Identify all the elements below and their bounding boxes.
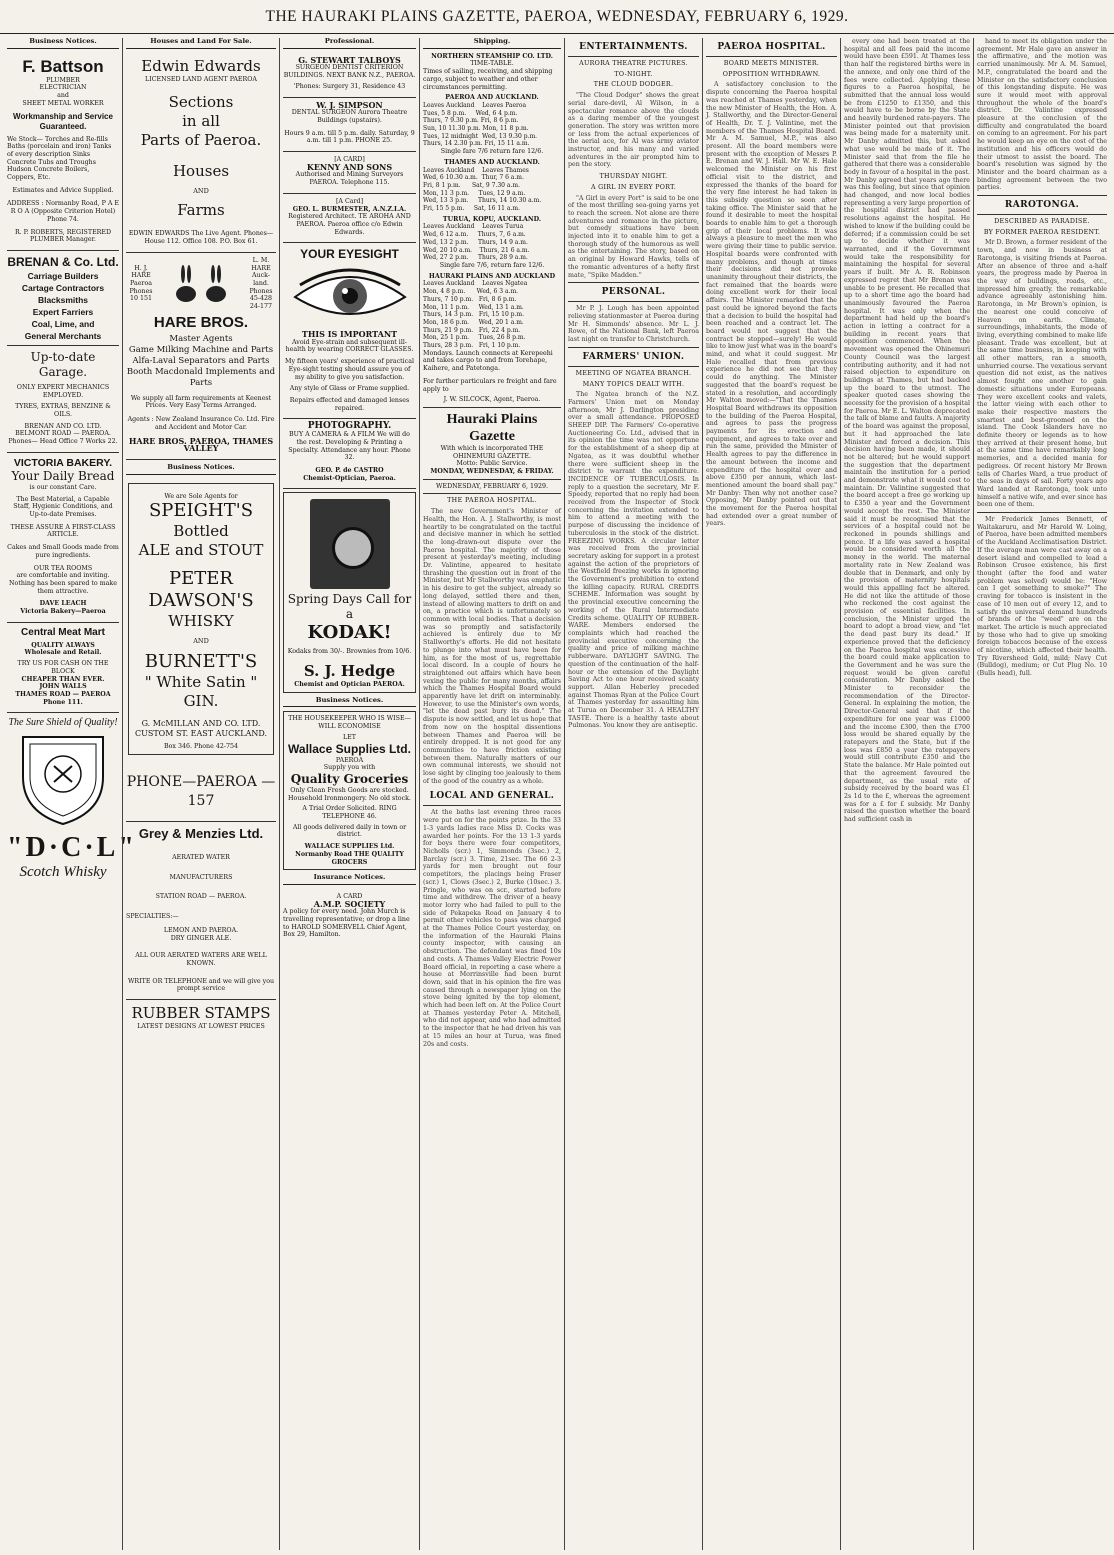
hare-line-3: Alfa-Laval Separators and Parts — [132, 355, 270, 366]
talboys-ad — [283, 53, 416, 98]
section-heading: Business Notices. — [126, 464, 276, 475]
rarotonga-sub: DESCRIBED AS PARADISE. — [994, 218, 1090, 226]
bakery-owner: DAVE LEACH — [39, 600, 87, 608]
kenny-card: [A CARD] — [334, 156, 365, 164]
amp-card: A CARD — [336, 892, 363, 900]
column-hospital-continued — [840, 38, 973, 1550]
battson-address: ADDRESS : Normanby Road, P A E R O A (Opposite Criterion Hotel) Phone 74. — [7, 200, 120, 223]
sections-4: Houses — [172, 162, 230, 181]
bakery-name: VICTORIA BAKERY. — [13, 456, 113, 469]
bakery-tea-rooms-body: are comfortable and inviting. Nothing has been spared to make them attractive. — [9, 572, 117, 595]
paper-days: MONDAY, WEDNESDAY, & FRIDAY. — [430, 468, 554, 476]
section-heading: Houses and Land For Sale. — [126, 38, 276, 49]
pa-row: Tues, 12 midnight Wed, 13 9.30 p.m. — [423, 132, 538, 140]
ha-row: Mon, 4 8 p.m. Wed, 6 3 a.m. — [423, 288, 519, 296]
local-general-heading: LOCAL AND GENERAL. — [429, 791, 555, 802]
bakery-body: The Best Material, a Capable Staff, Hygienic Conditions, and Up-to-date Premises. — [13, 495, 113, 518]
dawson-whisky: WHISKY — [168, 612, 234, 631]
mcmillan-box: Box 346. Phone 42-754 — [163, 743, 239, 751]
kenny-ad — [283, 152, 416, 194]
hare-supply: We supply all farm requirements at Keenest Prices. Very Easy Terms Arranged. — [130, 394, 272, 410]
column-paeroa-hospital — [702, 38, 840, 1550]
hare-rabbits-icon — [166, 264, 236, 304]
eye-icon — [290, 265, 410, 325]
burmester-ad — [283, 194, 416, 244]
gm-spec-2: DRY GINGER ALE. — [170, 934, 232, 942]
hare-line-1: Master Agents — [169, 333, 233, 344]
hare-bros-ad — [126, 253, 276, 460]
aurora-subheading: AURORA THEATRE PICTURES. — [579, 60, 688, 67]
ha-row: Leaves Auckland Leaves Ngatea — [423, 280, 528, 288]
hedge-name: S. J. Hedge — [303, 662, 396, 681]
hare-line-2: Game Milking Machine and Parts — [128, 344, 274, 355]
hare-right: L. M. HARE Auck-land. Phones 45-428 24-177 — [249, 256, 273, 311]
column-rarotonga — [973, 38, 1110, 1550]
sections-3: Parts of Paeroa. — [140, 131, 262, 150]
wallace-footer: WALLACE SUPPLIES Ltd. Normanby Road THE QUALITY GROCERS — [295, 843, 404, 866]
edwards-name: Edwin Edwards — [141, 56, 261, 75]
tk-fare: Single fare 7/6, return fare 12/6. — [439, 261, 545, 269]
eyesight-important: THIS IS IMPORTANT — [301, 329, 398, 340]
cloud-dodger-title: THE CLOUD DODGER. — [593, 81, 674, 89]
brenan-line-6: General Merchants — [24, 330, 102, 341]
gm-spec-1: LEMON AND PAEROA. — [163, 926, 239, 934]
amp-name: A.M.P. SOCIETY — [313, 898, 386, 909]
castro-name: GEO. P. de CASTRO — [315, 466, 384, 474]
battson-stock: We Stock— Torches and Re-fills Baths (porcelain and iron) Tanks of every description Sinks Concrete Tubs and Troughs Hudson Concrete Boilers, Coppers, Etc. — [7, 135, 112, 182]
dcl-shield-icon — [18, 732, 108, 827]
wallace-intro: THE HOUSEKEEPER WHO IS WISE— WILL ECONOMISE — [288, 715, 411, 731]
hare-logo: HARE BROS. — [153, 313, 249, 331]
tk-row: Wed, 20 10 a.m. Thurs, 21 6 a.m. — [423, 246, 530, 254]
battson-trade-2: ELECTRICIAN — [39, 84, 87, 92]
tk-row: Wed, 6 12 a.m. Thurs, 7, 6 a.m. — [423, 231, 526, 239]
eyesight-heading: YOUR EYESIGHT — [300, 247, 399, 262]
tk-row: Wed, 13 2 p.m. Thurs, 14 9 a.m. — [423, 238, 528, 246]
talboys-title: SURGEON DENTIST CRITERION BUILDINGS. NEXT BANK N.Z., PAEROA. — [283, 64, 416, 80]
sections-2: in all — [182, 112, 220, 131]
hare-left: H. J. HARE Paeroa Phones 10 151 — [129, 264, 153, 303]
column-business-notices — [4, 37, 137, 1550]
dcl-tagline: The Sure Shield of Quality! — [8, 717, 118, 729]
paper-subtitle: With which is incorporated THE OHINEMURI GAZETTE. — [440, 444, 544, 460]
amp-body: A policy for every need. John Murch is travelling representative; or drop a line to HAROLD SOMERVELL Chief Agent, Box 29, Hamilton. — [283, 908, 410, 939]
brenan-line-1: Carriage Builders — [27, 270, 99, 281]
eyesight-ad — [283, 243, 416, 419]
column-shipping-editorial — [419, 38, 564, 1550]
hospital-conclusion: hand to meet its obligation under the agreement. Mr Hale gave an answer in the affirmative, and the motion was carried unanimously. Mr A. M. Samuel, M.P., congratulated the board and the Minister on the satisfactory conclusion of this longstanding dispute. He was sure it would meet with approval throughout the whole of the board's district. Dr. Valintine expressed pleasure at the conclusion of the difficulty and congratulated the board on coming to an agreement. For his part he would keep an eye on the cost of the institution and his officers would do their utmost to assist the board. The board's resolution was signed by the Minister and the board chairman as a binding agreement between the two parties. — [977, 38, 1107, 192]
paper-logo: Hauraki Plains Gazette — [446, 411, 538, 444]
wallace-name: Wallace Supplies Ltd. — [288, 741, 411, 756]
gm-write: WRITE OR TELEPHONE and we will give you prompt service — [127, 977, 275, 993]
ta-row: Wed, 13 3 p.m. Thurs, 14 10.30 a.m. — [423, 197, 542, 205]
garage-stock: TYRES, EXTRAS, BENZINE & OILS. — [15, 403, 111, 419]
gm-name: Grey & Menzies Ltd. — [138, 826, 264, 842]
pa-heading: PAEROA AND AUCKLAND. — [445, 94, 539, 102]
edwards-ad — [126, 53, 276, 253]
brenan-footer: BRENAN AND CO. LTD. BELMONT ROAD — PAEROA. Phones— Head Office 7 Works 22. — [8, 422, 118, 446]
ta-row: Fri, 15 5 p.m. Sat, 16 11 a.m. — [423, 205, 520, 213]
gin-text: GIN. — [183, 692, 219, 711]
ha-row: Thurs, 14 3 p.m. Fri, 15 10 p.m. — [423, 311, 525, 319]
pa-fare: Single fare 7/6 return fare 12/6. — [440, 148, 544, 156]
hospital-body: A satisfactory conclusion to the dispute concerning the Paeroa hospital was reached at Thames yesterday, when the new Minister of Health, the Hon. A. J. Stallworthy, and the Director-General of Health, Dr. T. J. Valintine, met the members of the Thames Hospital Board. Mr A. M. Samuel, M.P., was also present. All the board members were present with the exception of Messrs P. E. Brenan and W. J. Hall. Mr W. E. Hale welcomed the Minister on his first official visit to the district, and expressed the thanks of the board for the very fine interest he had taken in this subsidy question so soon after taking office. The Minister said that he found it desirable to meet the hospital boards to enable him to get a thorough grip of their local problems. It was always a pleasure to meet the men who were giving their time to public service. Hospital boards were confronted with many problems, and though at times their decisions did not provoke unanimity throughout their districts, the fact remained that the boards were doing excellent work for their local affairs. The Minister remarked that the past could be ignored beyond the facts that a decision to build the hospital had been reached and a contract let. The board would not suggest that the contract be stopped—surely! He would like to know just what was in the board's mind, and what it could suggest. Mr Hale recalled that from previous experience he did not see that they could do anything. The Minister suggested that the board's request be stated in a resolution, and accordingly Mr Walton moved:—"That the Thames Hospital Board withdraws its opposition to the building of the Paeroa Hospital, and agrees to pass the progress payments for its erection and equipment, and agrees to take over and run the same, provided the Minister of Health agrees to pay the difference in the amount between the income and expenditure of the hospital over and above £350 per annum, which last-mentioned amount the board shall pay." Mr Danby: Then why not another case? Opposing, Mr Danby pointed out that the movement for the Paeroa hospital had extended over a great number of years. — [706, 81, 837, 528]
and-text: AND — [193, 637, 209, 646]
photography-body: BUY A CAMERA & A FILM We will do the rest. Developing & Printing a Specialty. Attendance any hour. Phone 32. — [288, 431, 411, 462]
photography-ad — [283, 419, 416, 489]
wallace-delivery: All goods delivered daily in town or district. — [292, 823, 407, 839]
talboys-phone: 'Phones: Surgery 31, Residence 43 — [293, 82, 406, 90]
meat-address: THAMES ROAD — PAEROA Phone 111. — [15, 690, 111, 706]
hospital-heading: PAEROA HOSPITAL. — [717, 42, 826, 52]
masthead-title: THE HAURAKI PLAINS GAZETTE, PAEROA, WEDNESDAY, FEBRUARY 6, 1929. — [265, 7, 849, 25]
kodak-title: KODAK! — [307, 622, 392, 644]
dcl-logo: "D·C·L" — [7, 832, 137, 864]
ha-note: Mondays. Launch connects at Kerepeehi and takes cargo to and from Torehape, Kaihere, and Patetonga. — [423, 349, 553, 373]
section-heading: Professional. — [283, 38, 416, 49]
farmers-union-heading: FARMERS' UNION. — [582, 351, 685, 362]
wallace-let: LET — [343, 733, 356, 741]
sections-1: Sections — [168, 93, 234, 112]
ha-row: Mon, 18 6 p.m. Wed, 20 1 a.m. — [423, 318, 524, 326]
burnett-white-satin: " White Satin " — [144, 673, 258, 692]
simpson-hours: Hours 9 a.m. till 5 p.m. daily. Saturday, 9 a.m. till 1 p.m. PHONE 25. — [284, 129, 415, 145]
rarotonga-sub-2: BY FORMER PAEROA RESIDENT. — [983, 228, 1101, 236]
amp-ad — [283, 889, 416, 945]
section-heading: Insurance Notices. — [283, 874, 416, 885]
eyesight-experience: My fifteen years' experience of practical Eye-sight testing should assure you of my ability to give you satisfaction. — [285, 358, 414, 381]
thursday-label: THURSDAY NIGHT. — [599, 173, 668, 181]
sections-5: AND — [193, 187, 209, 196]
ha-heading: HAURAKI PLAINS AND AUCKLAND — [428, 272, 556, 280]
meat-name: Central Meat Mart — [21, 626, 105, 638]
section-heading: Business Notices. — [283, 697, 416, 708]
brenan-line-5: Coal, Lime, and — [31, 318, 95, 329]
hare-line-4: Booth Macdonald Implements and Parts — [126, 366, 276, 388]
simpson-name: W. J. SIMPSON — [316, 99, 383, 110]
rarotonga-body: Mr D. Brown, a former resident of the town, and now in business at Rarotonga, is visiting friends at Paeroa. After an absence of three and a-half years, the progress made by Paeroa in the way of buildings, roads, etc., impressed him greatly. the remarkable advance agreeably astonishing him. Rarotonga, in Mr Brown's opinion, is the nearest one could conceive of Heaven on earth. Climate, surroundings, inhabitants, the mode of living, everything combined to make life pleasant. Trade was excellent, but at the same time business, in keeping with all other matters, ran a smooth, unhurried course. The vexatious servant question did not exist, as the natives almost fought one another to gain domestic situations under Europeans. They were excellent cooks and valets, the latter vieing with each other to make their respective masters the smartest and best-groomed on the island. The Cook Islanders have no definite theory or legends as to how they arrived at their present home, but at the same time have remarkably long memories, and a decided mania for pedigrees. Of recent history Mr Brown tells of Charles Ward, a true product of the seas in days of sail. Forty years ago Ward landed at Rarotonga, took unto himself a native wife, and ever since has been one of them. — [977, 239, 1107, 509]
gm-line-3: STATION ROAD — PAEROA. — [155, 893, 247, 901]
garage-staff: ONLY EXPERT MECHANICS EMPLOYED. — [16, 383, 110, 399]
brenan-name: BRENAN & Co. Ltd. — [7, 254, 119, 269]
brenan-line-3: Blacksmiths — [37, 294, 89, 305]
burmester-name: GEO. L. BURMESTER, A.N.Z.I.A. — [292, 205, 407, 213]
pa-row: Tues, 5 8 p.m. Wed, 6 4 p.m. — [423, 109, 518, 117]
meat-try: TRY US FOR CASH ON THE BLOCK — [17, 660, 109, 675]
wallace-trial: A Trial Order Solicited. RING TELEPHONE 46. — [302, 805, 397, 821]
burmester-card: [A Card] — [335, 197, 364, 205]
paper-date: WEDNESDAY, FEBRUARY 6, 1929. — [436, 482, 548, 490]
pa-row: Sun, 10 11.30 p.m. Mon, 11 8 p.m. — [423, 125, 529, 133]
ha-note-2: For further particulars re freight and fare apply to — [423, 377, 557, 393]
farmers-union-sub-2: MANY TOPICS DEALT WITH. — [582, 380, 685, 388]
tk-heading: TURUA, KOPU, AUCKLAND. — [442, 215, 542, 223]
simpson-title: DENTAL SURGEON Aurora Theatre Buildings (upstairs). — [291, 109, 408, 124]
hare-footer: HARE BROS. PAEROA, THAMES VALLEY — [128, 435, 274, 454]
ha-row: Thurs, 21 9 p.m. Fri, 22 4 p.m. — [423, 326, 521, 334]
bakery-cakes: Cakes and Small Goods made from pure ingredients. — [7, 544, 119, 559]
simpson-ad — [283, 98, 416, 153]
pa-row: Thurs, 7 9.30 p.m. Fri, 8 6 p.m. — [423, 117, 519, 125]
photography-heading: PHOTOGRAPHY. — [307, 421, 392, 432]
stamps-title: RUBBER STAMPS — [131, 1004, 271, 1023]
speight-bottled: Bottled — [173, 522, 229, 541]
wallace-fresh: Only Clean Fresh Goods are stocked. Household Ironmongery. No old stock. — [288, 786, 411, 802]
meat-owner: JOHN WALLS — [39, 683, 87, 691]
misc-notices: Mr Frederick James Bennett, of Waitakaruru, and Mr Harold W. Loing, of Paeroa, have been admitted members of the Auckland Acclimatisation District. If the average man were cast away on a desert island and compelled to lead a Robinson Crusoe existence, his first thought (after the food and water problem was solved) would be: "How can I get something to smoke?" The craving for tobacco is insistent in the case of 10 men out of every 12, and to satisfy the universal demand hundreds of brands of the "weed" are on the market. The article is much appreciated by those who had to give up smoking foreign tobaccos because of the excess of nicotine, which affected their health. Try Riversheed Gold, mild; Navy Cut (Bulldog), medium; or Cut Plug No. 10 (Bulls head), full. — [977, 516, 1107, 678]
mcmillan-address: CUSTOM ST. EAST AUCKLAND. — [134, 729, 268, 739]
local-general-body: At the baths last evening three races were put on for the points prize. In the 33 1-3 yards ladies race Miss D. Cocks was awarded her points. For the 13 1-3 yards for boys there were four competitors, Nicholls (scr.) 1, Simmonds (3sec.) 2, Barclay (scr.) 3. Time, 21sec. The 66 2-3 yards for men brought out four competitors, the placings being Fraser (scr.) 1, Clows (3sec.) 2, Burke (10sec.) 3. Pringle, who was on scr., started before time and withdrew. The driver of a heavy motor lorry who had failed to pull to the side of Pekapeka Road on January 4 to permit other vehicles to pass was charged at the Thames Police Court yesterday, on the information of the Hauraki Plains county inspector, with causing an obstruction. The defendant was fined 10s and costs. A Thames Valley Electric Power Board official, in reporting a case where a house at Morrinsville had been burnt down, said that in his opinion the fire was caused through a newspaper lying on the stove being ignited by the top element, which had been left on. At the Police Court at Thames yesterday Peter A. Mitchell, who did not appear, and who had admitted to the inspector that he had driven his van at 15 miles an hour at Turua, was fined 20s and costs. — [423, 809, 561, 1048]
hare-agents: Agents : New Zealand Insurance Co. Ltd. Fire and Accident and Motor Car. — [127, 416, 275, 431]
ha-row: Thurs, 7 10 p.m. Fri, 8 6 p.m. — [423, 295, 517, 303]
brenan-line-4: Expert Farriers — [32, 306, 94, 317]
speight-name: SPEIGHT'S — [148, 500, 254, 522]
battson-estimates: Estimates and Advice Supplied. — [12, 186, 114, 194]
kodak-tagline: Spring Days Call for a — [287, 592, 412, 622]
tonight-label: TO-NIGHT. — [614, 70, 653, 78]
battson-trade-1: PLUMBER — [46, 76, 80, 84]
battson-trade-4: SHEET METAL WORKER — [22, 99, 104, 107]
battson-ad — [7, 53, 119, 251]
burnett-name: BURNETT'S — [144, 651, 258, 673]
castro-title: Chemist-Optician, Paeroa. — [303, 474, 396, 482]
wallace-supply: Supply you with — [323, 764, 376, 772]
gm-specialties: SPECIALTIES:— — [126, 913, 179, 921]
grey-menzies-ad — [126, 822, 276, 1000]
section-heading: Business Notices. — [7, 38, 119, 49]
bakery-tea-rooms: OUR TEA ROOMS — [33, 564, 93, 572]
hedge-title: Chemist and Optician PAEROA. — [294, 681, 405, 689]
speight-intro: We are Sole Agents for — [164, 492, 238, 500]
burmester-title: Registered Architect. TE AROHA AND PAEROA. Paeroa office c/o Edwin Edwards. — [288, 213, 411, 236]
stamps-subtitle: LATEST DESIGNS AT LOWEST PRICES — [137, 1023, 265, 1031]
pa-row: Thurs, 14 2.30 p.m. Fri, 15 11 a.m. — [423, 140, 530, 148]
tk-row: Wed, 27 2 p.m. Thurs, 28 9 a.m. — [423, 254, 528, 262]
farmers-union-sub: MEETING OF NGATEA BRANCH. — [575, 369, 692, 377]
dawson-name: PETER DAWSON'S — [148, 568, 254, 612]
personal-heading: PERSONAL. — [601, 287, 666, 298]
farmers-union-body: The Ngatea branch of the N.Z. Farmers' Union met on Monday afternoon, Mr J. Darlington presiding over a small attendance. PROPOSED SHEEP DIP. The Farmers' Co-operative Auctioneering Co. Ltd., advised that in its opinion the time was not opportune for the establishment of a sheep dip at Ngatea, as it was doubtful whether there were sufficient sheep in the district to warrant the expenditure. INCIDENCE OF TUBERCULOSIS. In reply to a question the secretary, Mr F. Speedy, reported that no reply had been received from the Inspector of Stock concerning the invitation extended to him to attend a meeting with the purpose of discussing the incidence of tuberculosis in the stock of the district. FREEZING WORKS. A circular letter was received from the provincial secretary asking for support in a protest against the action of the proprietors of the Westfield freezing works in ignoring the Government's prohibition to extend the killing capacity. RURAL CREDITS SCHEME. Information was sought by the provincial executive concerning the working of the Rural Intermediate Credits scheme. QUALITY OF RUBBER-WARE. Members endorsed the complaints which had reached the provincial executive concerning the quality and price of milking machine rubberware. DAYLIGHT SAVING. The question of the continuation of the half-hour or the extension of the Daylight Saving Act to one hour received scanty support. Allan Heberley preceded against Thomas Ryan at the Police Court at Thames yesterday for assaulting him at Turua on December 31. A HEALTHY TASTE. There is a healthy taste about Pulmonas. You know they are antiseptic. — [568, 391, 699, 730]
ns-note: Times of sailing, receiving, and shipping cargo, subject to weather and other circumstances permitting. — [423, 68, 553, 91]
phone-text: PHONE—PAEROA — 157 — [126, 774, 276, 810]
column-professional — [279, 38, 419, 1550]
ha-row: Mon, 25 1 p.m. Tues, 26 8 p.m. — [423, 334, 526, 342]
paper-motto: Motto: Public Service. — [456, 460, 528, 468]
silcock-agent: J. W. SILCOCK, Agent, Paeroa. — [443, 396, 541, 404]
bakery-assurance: THESE ASSURE A FIRST-CLASS ARTICLE. — [10, 523, 116, 539]
battson-manager: R. P. ROBERTS, REGISTERED PLUMBER Manager. — [14, 228, 112, 244]
brenan-line-2: Cartage Contractors — [21, 282, 105, 293]
eyesight-repairs: Repairs effected and damaged lenses repaired. — [289, 396, 410, 412]
hospital-sub-2: OPPOSITION WITHDRAWN. — [722, 70, 821, 78]
wallace-ad — [283, 711, 416, 870]
meat-cheaper: CHEAPER THAN EVER. — [21, 675, 105, 683]
column-houses-land — [122, 38, 279, 1550]
entertainments-heading: ENTERTAINMENTS. — [579, 42, 688, 52]
camera-icon — [310, 499, 390, 589]
battson-slogan: Workmanship and Service Guaranteed. — [13, 111, 113, 131]
meat-mart-ad — [7, 623, 119, 714]
gm-known: ALL OUR AERATED WATERS ARE WELL KNOWN. — [135, 952, 267, 967]
tk-row: Leaves Auckland Leaves Turua — [423, 223, 524, 231]
gm-line-2: MANUFACTURERS — [169, 873, 233, 881]
wallace-town: PAEROA — [335, 756, 364, 764]
masthead — [0, 0, 1114, 34]
ta-heading: THAMES AND AUCKLAND. — [444, 158, 540, 166]
edwards-title: LICENSED LAND AGENT PAEROA — [145, 75, 257, 83]
eyesight-body: Avoid Eye-strain and subsequent ill-health by wearing CORRECT GLASSES. — [285, 338, 414, 354]
hospital-body-continued: every one had been treated at the hospital and all fees paid the income would have been £591. At Thames less than half the registered births were in the annexe, and only one third of the fees were collected. Applying these figures to a Paeroa hospital, he submitted that the annual loss would be from £1250 to £1350, and this would have to be borne by the State and heavily burdened rate-payers. The Minister pointed out that provision was being made for a maternity unit. Mr Danby admitted this, but asked what use would be made of it. The Minister said that from the file he gathered that there was a considerable body in favour of a hospital in the past. Mr Danby agreed that years ago there was this feeling, but since that opinion had changed, and now local bodies representing a very large proportion of the hospital district had passed resolutions against the hospital. He wished to know if the building could be deferred; if a commission could be set up to decide whether it was warranted, and if the Government would take the responsibility for maintaining the hospital for several years if built. Mr A. R. Robinson expressed regret that Mr Brenan was unable to be present. He recalled that up to a short time ago the board had unanimously favoured the Paeroa hospital. It was only when the department had held up the board's action in letting a contract for a building in recent years that opposition commenced. When the movement was opened the Ohinemuri County Council was the largest contributing authority, and it had not raised objection to expenditure on buildings at Thames, but had backed up the board to the utmost. The speaker quoted cases showing the necessity for the provision of a hospital for Paeroa. Mr E. L. Walton deprecated the talk of blame and faults. A majority of the board was against the proposal, but it had approached the late Minister and forced a decision. This decision having been made, it should not be altered; but he would support the suggestion that the department maintain the institution for a period and demonstrate what it would cost to maintain. Dr. Valintine suggested that the board accept a free go working up to £350 a year and the Government would accept the rest. The Minister said it must be recognised that the services of a hospital could not be reckoned in pounds shillings and pence. If a life was saved a hospital would be considered worth all the money in the world. The maternal mortality rate in New Zealand was double that in Denmark, and only by the provision of maternity hospitals would this appalling fact be altered. He did not like the attitude of those who reckoned the cost against the provision of essential facilities. In conclusion, the Minister urged the board to adopt a broad view, and "let the dead past bury its dead." If experience proved that the deficiency on the Paeroa hospital was excessive the board could make application to the Government and he was sure the request would be given careful consideration. Mr Danby asked the Minister to reconsider the recommendation of the Director-General. In explaining the motion, the Director-General said that if the expenditure for one year was £1000 and the income £300, then the £700 loss would be shared equally by the ratepayers and the State, but if the loss was £850 a year the ratepayers would still contribute £350 and the State the balance. Mr Hale pointed out that the agreement favoured the department, as the usual rate of subsidy received by the board was £1 2s 1d to the £, whereas the agreement was for a £ for £ subsidy. Mr Danby raised the question whether the board had sufficient cash in — [844, 38, 970, 824]
victoria-bakery-ad — [7, 453, 119, 623]
cloud-dodger-body: "The Cloud Dodger" shows the great serial dare-devil, Al Wilson, in a spectacular romance above the clouds as a daring member of the youngest generation. The story was written more or less from the actual experiences of the aerial ace, for Al was army aviator instructor, and his many and varied adventures in the air prompted him to pen the story. — [568, 92, 699, 169]
kodak-ad — [283, 492, 416, 692]
gm-line-1: AERATED WATER — [172, 854, 230, 862]
eyesight-style: Any style of Glass or Frame supplied. — [289, 385, 410, 393]
ha-row: Thurs, 28 3 p.m. Fri, 1 10 p.m. — [423, 342, 521, 350]
ta-row: Leaves Auckland Leaves Thames — [423, 166, 529, 174]
personal-body: Mr P. J. Lough has been appointed relieving stationmaster at Paeroa during Mr H. Simmonds' absence. Mr L. J. Rowe, of the National Bank, left Paeroa last night on transfer to Christchurch. — [568, 305, 699, 344]
dcl-whisky-ad — [7, 713, 137, 887]
battson-name: F. Battson — [22, 56, 104, 76]
meat-quality: QUALITY ALWAYS — [31, 641, 95, 649]
newspaper-page — [4, 38, 1110, 1550]
girl-port-title: A GIRL IN EVERY PORT. — [590, 183, 677, 191]
kenny-name: KENNY AND SONS — [306, 161, 393, 172]
mcmillan-name: G. McMILLAN AND CO. LTD. — [141, 719, 261, 729]
ns-company: NORTHERN STEAMSHIP CO. LTD. — [431, 52, 553, 60]
garage-heading: Up-to-date Garage. — [30, 349, 96, 379]
ta-row: Fri, 8 1 p.m. Sat, 9 7.30 a.m. — [423, 181, 520, 189]
talboys-name: G. STEWART TALBOYS — [298, 54, 401, 65]
ha-row: Mon, 11 1 p.m. Wed, 13 1 a.m. — [423, 303, 524, 311]
rarotonga-heading: RAROTONGA. — [1004, 200, 1080, 211]
edwards-footer: EDWIN EDWARDS The Live Agent. Phones—House 112. Office 108. P.O. Box 61. — [128, 230, 274, 246]
mcmillan-ad — [128, 483, 274, 755]
dcl-scotch-whisky: Scotch Whisky — [19, 864, 107, 881]
battson-trade-3: and — [57, 92, 69, 100]
kodak-prices: Kodaks from 30/-. Brownies from 10/6. — [287, 648, 412, 656]
sections-6: Farms — [177, 201, 225, 220]
kenny-title: Authorised and Mining Surveyors PAEROA. Telephone 115. — [295, 171, 404, 187]
rubber-stamps-ad — [126, 1000, 276, 1037]
section-heading: Shipping. — [423, 38, 561, 49]
phone-ad — [126, 763, 276, 822]
pa-row: Leaves Auckland Leaves Paeroa — [423, 101, 527, 109]
ta-row: Mon, 11 3 p.m. Tues, 12 9 a.m. — [423, 189, 526, 197]
girl-port-body: "A Girl in every Port" is said to be one of the most thrilling sea-going yarns yet to reach the screen. Not alone are there adventures and romance in the picture, but comedy situations have been injected into it to enable him to get a thorough study of the humorous as well as the entertaining. The story, based on an original by Howard Hawks, tells of the romantic adventures of a hefty first mate, "Spike Madden." — [568, 194, 699, 279]
ns-timetable: TIME-TABLE. — [470, 60, 514, 68]
editorial-heading: THE PAEROA HOSPITAL. — [447, 497, 537, 505]
bakery-tagline: Your Daily Bread — [11, 468, 115, 483]
hospital-sub: BOARD MEETS MINISTER. — [723, 60, 820, 67]
bakery-tagline-2: is our constant Care. — [29, 483, 97, 491]
editorial-body: The new Government's Minister of Health, the Hon. A. J. Stallworthy, is most heartily to be congratulated on the tactful and decisive manner in which he settled the long-drawn-out dispute over the Paeroa hospital. The majority of those present at yesterday's meeting, including Dr. Valintine, appeared to hesitate thrashing the question out in front of the Minister, but Mr Stallworthy was emphatic in his desire to get the subject, already so long delayed, settled there and then, instead of allowing matters to drift on and on, a practice which is unfortunately so common with local bodies. That a decision was so promptly and satisfactorily achieved is entirely due to Mr Stallworthy's efforts. He did not hesitate to plunge into what must have been for him, as for the most of us, regrettable local discord. In a couple of hours he straightened out affairs which have been vexing the public for many months, affairs which the Thames Hospital Board would apparently have let drift on interminably. However, to use the Minister's own words, "let the dead past bury its dead." The dispute is now settled, and let us hope that from now on the hospital dissentions between Thames and Paeroa will be entirely dropped. It is not good for any communities to have friction existing between them. Naturally matters of our own communal interests, we should not lose sight by clinging too jealously to them of the good of the country as a whole. — [423, 508, 561, 785]
speight-ale: ALE and STOUT — [138, 541, 264, 560]
ta-row: Wed, 6 10.30 a.m. Thur, 7 6 a.m. — [423, 174, 524, 182]
brenan-ad — [7, 251, 119, 453]
meat-wholesale: Wholesale and Retail. — [24, 649, 102, 657]
column-entertainments — [564, 38, 702, 1550]
wallace-quality: Quality Groceries — [290, 771, 409, 786]
bakery-footer: Victoria Bakery—Paeroa — [20, 608, 106, 616]
